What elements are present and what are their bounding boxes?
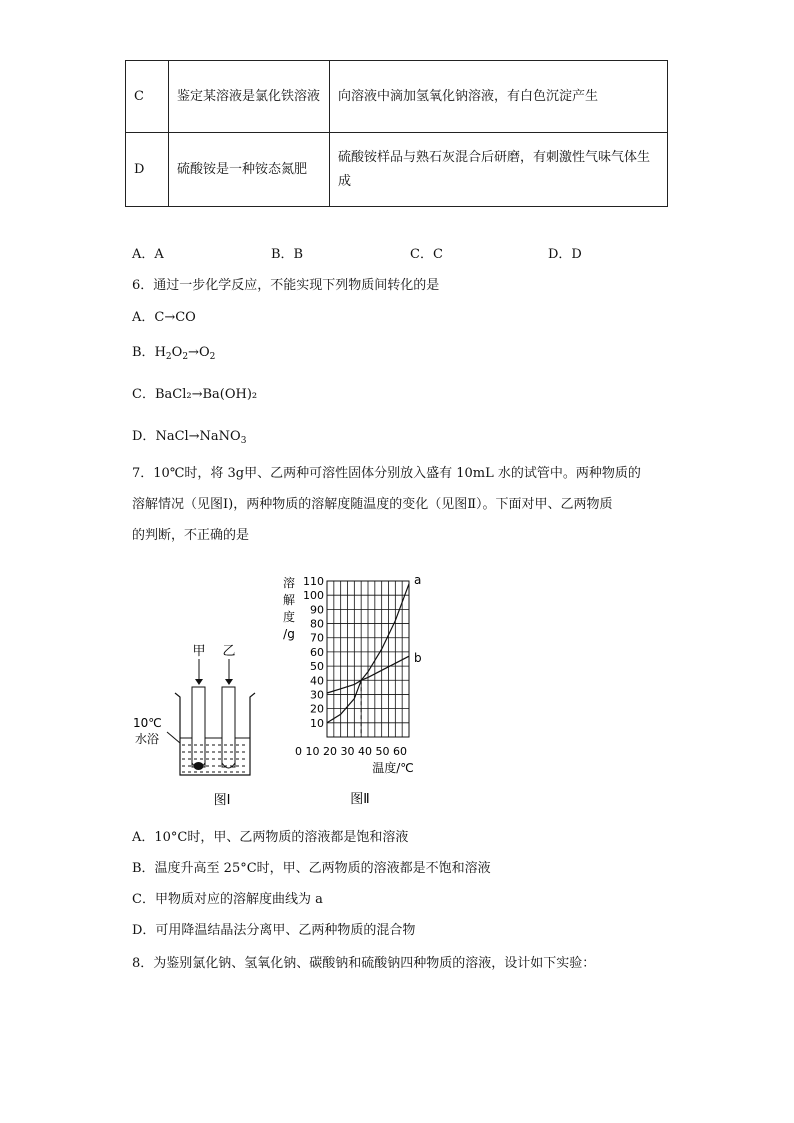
answer-table (125, 60, 668, 207)
row-purpose: 硫酸铵是一种铵态氮肥 (169, 133, 330, 207)
option-a[interactable]: A．A (132, 247, 164, 262)
q7-option-c[interactable]: C．甲物质对应的溶解度曲线为 a (132, 892, 323, 907)
y-axis-label-char: /g (283, 627, 295, 641)
q7-stem-line2: 溶解情况（见图Ⅰ)，两种物质的溶解度随温度的变化（见图Ⅱ）。下面对甲、乙两物质 (132, 497, 613, 512)
y-tick-label: 70 (310, 631, 324, 645)
q7-option-b[interactable]: B．温度升高至 25°C时，甲、乙两物质的溶液都是不饱和溶液 (132, 861, 491, 876)
y-tick-label: 30 (310, 688, 324, 702)
y-tick-label: 20 (310, 702, 324, 716)
label-bath: 水浴 (135, 732, 160, 746)
x-tick-labels: 0 10 20 30 40 50 60 (295, 745, 407, 758)
row-method: 向溶液中滴加氢氧化钠溶液，有白色沉淀产生 (330, 61, 668, 133)
y-tick-label: 60 (310, 645, 324, 659)
row-purpose: 鉴定某溶液是氯化铁溶液 (169, 61, 330, 133)
formula: C→CO (154, 310, 196, 325)
table-row (126, 133, 668, 207)
y-tick-label: 10 (310, 716, 324, 730)
row-method: 硫酸铵样品与熟石灰混合后研磨，有刺激性气味气体生成 (330, 133, 668, 207)
q8-stem: 8．为鉴别氯化钠、氢氧化钠、碳酸钠和硫酸钠四种物质的溶液，设计如下实验： (132, 956, 596, 971)
formula-part: NaCl→NaNO (155, 429, 241, 444)
subscript: 2 (209, 352, 216, 362)
q7-option-d[interactable]: D．可用降温结晶法分离甲、乙两种物质的混合物 (132, 923, 416, 938)
option-d[interactable]: D．D (548, 247, 582, 262)
q6-option-c[interactable] (132, 387, 257, 403)
formula-part: H (154, 345, 166, 360)
y-axis-label-char: 解 (282, 593, 296, 607)
y-tick-label: 40 (310, 674, 324, 688)
q6-option-d[interactable] (132, 429, 246, 449)
figure-1-caption: 图Ⅰ (213, 793, 231, 808)
y-tick-label: 110 (303, 575, 324, 588)
label-temp: 10℃ (133, 716, 162, 730)
table-row (126, 61, 668, 133)
y-tick-label: 50 (310, 660, 324, 674)
q6-stem: 6．通过一步化学反应，不能实现下列物质间转化的是 (132, 278, 440, 293)
option-label: B． (132, 345, 155, 360)
label-yi: 乙 (222, 644, 236, 659)
subscript: 2 (182, 352, 189, 362)
solubility-chart (275, 565, 435, 815)
q7-stem-line1: 7．10℃时，将 3g甲、乙两种可溶性固体分别放入盛有 10mL 水的试管中。两种物质的 (132, 466, 641, 481)
option-label: C． (132, 387, 155, 402)
subscript: 2 (165, 352, 172, 362)
formula: BaCl₂→Ba(OH)₂ (154, 387, 258, 402)
formula-part: O (171, 345, 183, 360)
figure-2-caption: 图Ⅱ (350, 792, 370, 807)
y-axis-label-char: 度 (282, 610, 296, 624)
figure-1-beaker (125, 635, 265, 815)
y-tick-label: 80 (310, 617, 324, 631)
q6-option-a[interactable] (132, 310, 196, 326)
y-tick-label: 90 (310, 603, 324, 617)
subscript: 3 (240, 436, 247, 446)
label-jia: 甲 (192, 644, 206, 659)
option-b[interactable]: B．B (271, 247, 304, 262)
x-axis-label: 温度/℃ (372, 761, 414, 775)
row-id: D (126, 133, 169, 207)
option-c[interactable]: C．C (410, 247, 443, 262)
option-label: D． (132, 429, 156, 444)
q7-stem-line3: 的判断，不正确的是 (132, 528, 250, 543)
curve-label-b: b (414, 651, 422, 666)
row-id: C (126, 61, 169, 133)
arrow: → (188, 345, 199, 360)
q7-option-a[interactable]: A．10°C时，甲、乙两物质的溶液都是饱和溶液 (132, 830, 409, 845)
curve-label-a: a (414, 572, 422, 587)
y-tick-label: 100 (303, 589, 324, 603)
y-axis-label-char: 溶 (282, 576, 296, 590)
formula-part: O (198, 345, 210, 360)
option-label: A． (132, 310, 155, 325)
q6-option-b[interactable] (132, 345, 215, 365)
